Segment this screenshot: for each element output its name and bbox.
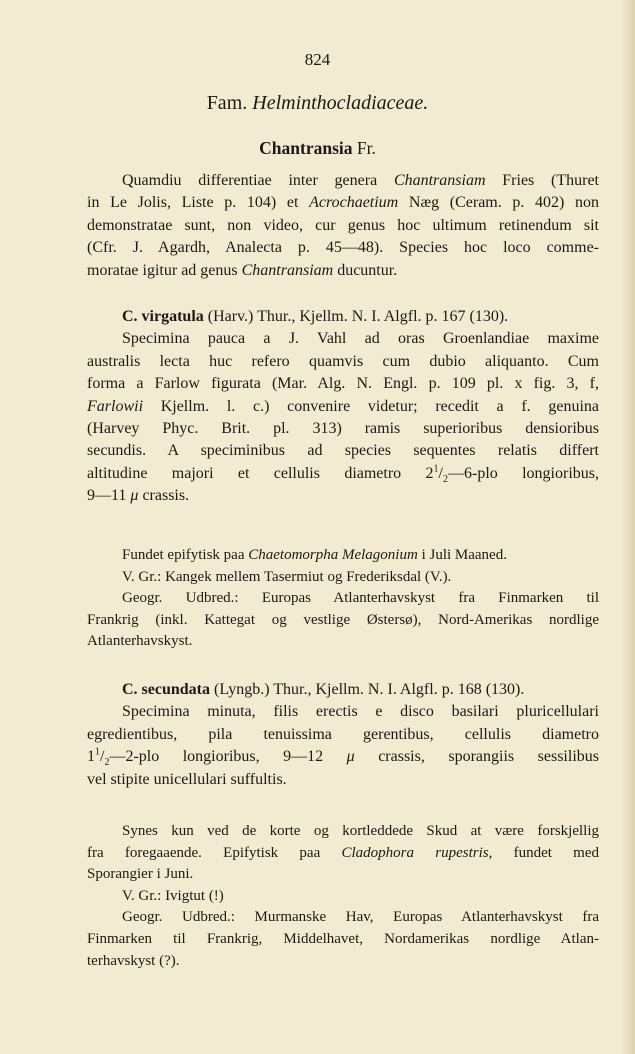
danish-line: Atlanterhavskyst.	[87, 633, 193, 650]
danish-line: Fundet epifytisk paa Chaetomorpha Melagonium i Juli Maaned.	[122, 547, 507, 563]
latin-line: vel stipite unicellulari suffultis.	[87, 770, 287, 788]
intro-line: moratae igitur ad genus Chantransiam ducuntur.	[87, 261, 398, 279]
danish-line: terhavskyst (?).	[87, 952, 180, 969]
danish-line: Sporangier i Juni.	[87, 866, 194, 883]
intro-line: demonstratae sunt, non video, cur genus hoc ultimum retinendum sit	[87, 216, 599, 234]
intro-paragraph	[87, 170, 599, 282]
danish-line: V. Gr.: Ivigtut (!)	[122, 887, 224, 904]
genus-heading	[0, 138, 635, 159]
latin-line: Specimina pauca a J. Vahl ad oras Groenlandiae maxime	[122, 330, 599, 348]
latin-line: australis lecta huc refero quamvis cum dubio aliquanto. Cum	[87, 352, 599, 370]
latin-line: forma a Farlow figurata (Mar. Alg. N. Engl. p. 109 pl. x fig. 3, f,	[87, 375, 599, 393]
latin-line: (Harvey Phyc. Brit. pl. 313) ramis superioribus densioribus	[87, 419, 599, 437]
latin-line: $1^1/_2—2$-plo longioribus, 9—12 μ crassis, sporangiis sessilibus	[87, 746, 599, 769]
danish-line: Frankrig (inkl. Kattegat og vestlige Østersø), Nord-Amerikas nordlige	[87, 611, 599, 628]
danish-line: Synes kun ved de korte og kortleddede Skud at være forskjellig	[122, 823, 599, 839]
latin-line: 9—11 μ crassis.	[87, 487, 190, 505]
latin-line: Farlowii Kjellm. l. c.) convenire videtur; recedit a f. genuina	[87, 397, 599, 415]
latin-line: secundis. A speciminibus ad species sequentes relatis differt	[87, 442, 599, 460]
species-secundata	[87, 679, 599, 791]
danish-line: Geogr. Udbred.: Murmanske Hav, Europas Atlanterhavskyst fra	[122, 909, 599, 926]
family-heading	[0, 92, 635, 115]
danish-line: V. Gr.: Kangek mellem Tasermiut og Frederiksdal (V.).	[122, 568, 452, 585]
intro-line: in Le Jolis, Liste p. 104) et Acrochaetium Næg (Ceram. p. 402) non	[87, 194, 600, 212]
intro-line: Quamdiu differentiae inter genera Chantransiam Fries (Thuret	[122, 172, 599, 189]
latin-line: Specimina minuta, filis erectis e disco basilari pluricellulari	[122, 703, 599, 721]
secundata-danish	[87, 821, 599, 972]
family-prefix: Fam.	[206, 92, 248, 114]
danish-line: fra foregaaende. Epifytisk paa Cladophora rupestris, fundet med	[87, 844, 599, 861]
latin-line: altitudine majori et cellulis diametro $2^1/_2—6$-plo longioribus,	[87, 463, 599, 485]
species-heading: C. secundata (Lyngb.) Thur., Kjellm. N. I. Algfl. p. 168 (130).	[122, 681, 525, 698]
genus-author: Fr.	[356, 138, 376, 158]
danish-line: Finmarken til Frankrig, Middelhavet, Nordamerikas nordlige Atlan-	[87, 930, 599, 947]
species-virgatula	[87, 306, 599, 508]
intro-line: (Cfr. J. Agardh, Analecta p. 45—48). Species hoc loco comme-	[87, 239, 599, 257]
virgatula-danish	[87, 545, 599, 653]
genus-name: Chantransia	[259, 138, 353, 158]
species-heading: C. virgatula (Harv.) Thur., Kjellm. N. I. Algfl. p. 167 (130).	[122, 308, 509, 325]
page-number: 824	[304, 50, 331, 69]
family-name: Helminthocladiaceae.	[252, 92, 429, 114]
danish-line: Geogr. Udbred.: Europas Atlanterhavskyst fra Finmarken til	[122, 590, 599, 607]
latin-line: egredientibus, pila tenuissima gerentibus, cellulis diametro	[87, 725, 599, 743]
